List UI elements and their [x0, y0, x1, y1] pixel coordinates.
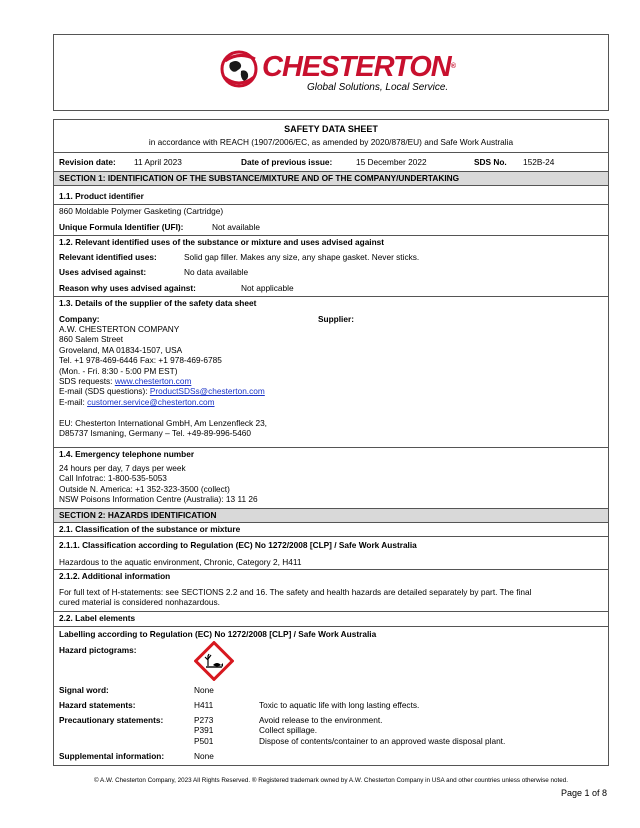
emergency-line: Call Infotrac: 1-800-535-5053: [59, 473, 167, 484]
document-subtitle: in accordance with REACH (1907/2006/EC, as amended by 2020/878/EU) and Safe Work Australia: [148, 137, 514, 147]
sds-email-line: E-mail (SDS questions): ProductSDSs@chesterton.com: [59, 386, 265, 397]
precautionary-code: P501: [194, 735, 214, 746]
supplemental-value: None: [194, 751, 214, 761]
ufi-value: Not available: [212, 222, 260, 232]
precautionary-texts: [259, 715, 505, 746]
customer-email-line: E-mail: customer.service@chesterton.com: [59, 396, 215, 407]
company-line: (Mon. - Fri. 8:30 - 5:00 PM EST): [59, 365, 178, 376]
product-name: 860 Moldable Polymer Gasketing (Cartridge): [59, 206, 224, 216]
hazard-code: H411: [194, 700, 214, 710]
page-number: Page 1 of 8: [560, 788, 607, 798]
precautionary-text: Dispose of contents/container to an approved waste disposal plant.: [259, 735, 506, 746]
uses-label: Relevant identified uses:: [59, 252, 157, 262]
company-address: [59, 324, 267, 438]
s13-title: 1.3. Details of the supplier of the safety data sheet: [59, 298, 257, 308]
company-label: Company:: [59, 314, 100, 324]
sds-document: [53, 119, 609, 766]
s14-title: 1.4. Emergency telephone number: [59, 449, 195, 459]
additional-line: For full text of H-statements: see SECTIONS 2.2 and 16. The safety and health hazards are detailed separately by part. The final: [59, 587, 532, 597]
ufi-label: Unique Formula Identifier (UFI):: [59, 222, 184, 232]
revision-date-label: Revision date:: [59, 157, 116, 167]
company-line: Tel. +1 978-469-6446 Fax: +1 978-469-6785: [59, 355, 222, 366]
hazard-statements-label: Hazard statements:: [59, 700, 136, 710]
brand-name: CHESTERTON®: [262, 51, 455, 83]
sds-number-value: 152B-24: [523, 157, 555, 167]
eu-line: D85737 Ismaning, Germany – Tel. +49-89-996-5460: [59, 428, 251, 439]
section2-heading: SECTION 2: HAZARDS IDENTIFICATION: [54, 509, 608, 522]
previous-issue-label: Date of previous issue:: [241, 157, 333, 167]
emergency-line: NSW Poisons Information Centre (Australia): 13 11 26: [59, 494, 258, 505]
reason-label: Reason why uses advised against:: [59, 283, 196, 293]
additional-info: [59, 587, 531, 608]
sds-requests-line: SDS requests: www.chesterton.com: [59, 376, 192, 387]
brand-tagline: Global Solutions, Local Service.: [307, 82, 449, 93]
footer-copyright: © A.W. Chesterton Company, 2023 All Rights Reserved. ® Registered trademark owned by A.W. Chesterton Company in USA and other countries unless otherwise noted.: [94, 777, 568, 784]
classification-text: Hazardous to the aquatic environment, Chronic, Category 2, H411: [59, 557, 302, 567]
previous-issue-value: 15 December 2022: [356, 157, 427, 167]
logo-header: [53, 34, 609, 111]
precautionary-label: Precautionary statements:: [59, 715, 164, 725]
s22-title: 2.2. Label elements: [59, 613, 136, 623]
s11-title: 1.1. Product identifier: [59, 191, 144, 201]
sds-number-label: SDS No.: [474, 157, 507, 167]
labelling-title: Labelling according to Regulation (EC) No 1272/2008 [CLP] / Safe Work Australia: [59, 629, 377, 639]
precautionary-text: Avoid release to the environment.: [259, 715, 383, 725]
sds-email-link[interactable]: ProductSDSs@chesterton.com: [149, 386, 265, 397]
revision-date-value: 11 April 2023: [134, 157, 182, 167]
s21-title: 2.1. Classification of the substance or mixture: [59, 524, 241, 534]
emergency-info: [59, 463, 258, 505]
reason-value: Not applicable: [241, 283, 294, 293]
hazard-text: Toxic to aquatic life with long lasting effects.: [259, 700, 420, 710]
customer-email-link[interactable]: customer.service@chesterton.com: [87, 396, 215, 407]
section1-heading: SECTION 1: IDENTIFICATION OF THE SUBSTANCE/MIXTURE AND OF THE COMPANY/UNDERTAKING: [54, 172, 608, 185]
advised-against-label: Uses advised against:: [59, 267, 147, 277]
precautionary-code: P273: [194, 715, 214, 725]
emergency-line: 24 hours per day, 7 days per week: [59, 463, 186, 473]
precautionary-code: P391: [194, 725, 214, 736]
emergency-line: Outside N. America: +1 352-323-3500 (collect): [59, 483, 230, 494]
s211-title: 2.1.1. Classification according to Regulation (EC) No 1272/2008 [CLP] / Safe Work Australia: [59, 540, 417, 550]
company-line: A.W. CHESTERTON COMPANY: [59, 324, 180, 334]
pictograms-label: Hazard pictograms:: [59, 645, 137, 655]
additional-line: cured material is considered nonhazardous.: [59, 597, 220, 608]
precautionary-codes: [194, 715, 213, 746]
document-title: SAFETY DATA SHEET: [284, 124, 378, 134]
eu-line: EU: Chesterton International GmbH, Am Lenzenfleck 23,: [59, 417, 267, 428]
supplemental-label: Supplemental information:: [59, 751, 165, 761]
website-link[interactable]: www.chesterton.com: [114, 376, 192, 387]
s212-title: 2.1.2. Additional information: [59, 571, 171, 581]
advised-against-value: No data available: [184, 267, 249, 277]
uses-value: Solid gap filler. Makes any size, any shape gasket. Never sticks.: [184, 252, 420, 262]
signal-word-value: None: [194, 685, 214, 695]
company-line: 860 Salem Street: [59, 334, 124, 345]
globe-logo-icon: [217, 47, 261, 91]
s12-title: 1.2. Relevant identified uses of the substance or mixture and uses advised against: [59, 237, 385, 247]
company-line: Groveland, MA 01834-1507, USA: [59, 344, 183, 355]
environment-hazard-pictogram-icon: [194, 641, 234, 681]
signal-word-label: Signal word:: [59, 685, 109, 695]
precautionary-text: Collect spillage.: [259, 725, 318, 736]
supplier-label: Supplier:: [318, 314, 354, 324]
